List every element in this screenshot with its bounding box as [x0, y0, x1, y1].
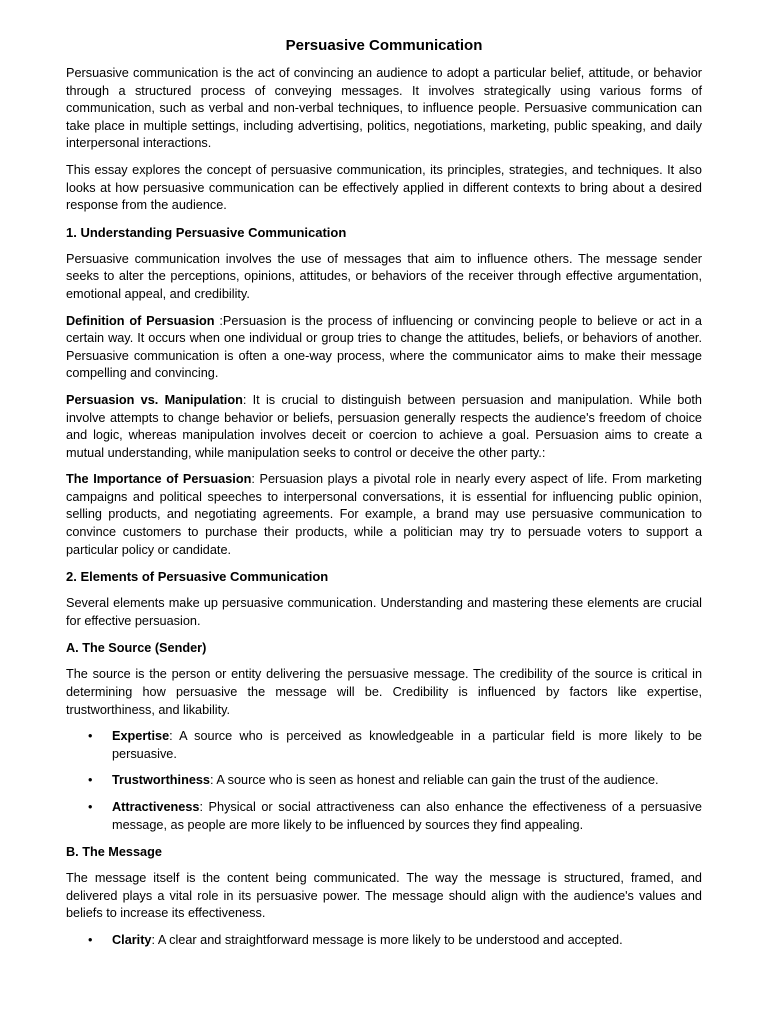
bullet-icon: •	[88, 729, 93, 744]
bullet-text: : A clear and straightforward message is more likely to be understood and accepted.	[151, 932, 623, 947]
section-2-heading: 2. Elements of Persuasive Communication	[66, 569, 329, 585]
bullet-term: Expertise	[112, 729, 170, 744]
bullet-icon: •	[88, 932, 93, 947]
definition-text: :Persuasion is the process of influencing or convincing people to believe or act in a certain way. It occurs when one individual or group tries to change the attitudes, beliefs, or behaviors of another. Persuasive communication is often a one-way process, where the communicator aims to make their message compelling and convincing.	[66, 313, 702, 381]
section-1-paragraph: Persuasive communication involves the use of messages that aim to influence others. The message sender seeks to alter the perceptions, opinions, attitudes, or behaviors of the receiver through effective argumentation, emotional appeal, and credibility.	[66, 251, 702, 301]
persuasion-vs-manipulation-term: Persuasion vs. Manipulation	[66, 392, 243, 407]
bullet-text: : A source who is seen as honest and reliable can gain the trust of the audience.	[210, 773, 659, 788]
subsection-a-paragraph: The source is the person or entity delivering the persuasive message. The credibility of the source is critical in determining how persuasive the message will be. Credibility is influenced by factors like expertise, trustworthiness, and likability.	[66, 667, 702, 717]
subsection-b-paragraph: The message itself is the content being communicated. The way the message is structured, framed, and delivered plays a vital role in its persuasive power. The message should align with the audience's values and beliefs to increase its effectiveness.	[66, 871, 702, 921]
document-page	[66, 36, 702, 959]
source-bullet-list	[66, 728, 702, 834]
list-item	[66, 728, 702, 763]
document-title: Persuasive Communication	[285, 37, 483, 54]
section-2-paragraph: Several elements make up persuasive communication. Understanding and mastering these elements are crucial for effective persuasion.	[66, 596, 702, 628]
persuasion-vs-manipulation-paragraph	[66, 392, 702, 462]
list-item	[66, 772, 702, 790]
importance-term: The Importance of Persuasion	[66, 472, 252, 487]
bullet-text: : A source who is perceived as knowledgeable in a particular field is more likely to be persuasive.	[112, 729, 702, 761]
bullet-icon: •	[88, 773, 93, 788]
bullet-term: Clarity	[112, 932, 152, 947]
bullet-term: Trustworthiness	[112, 773, 210, 788]
bullet-icon: •	[88, 800, 93, 814]
subsection-b-heading: B. The Message	[66, 845, 162, 860]
persuasion-vs-manipulation-text: : It is crucial to distinguish between persuasion and manipulation. While both involve attempts to change behavior or beliefs, persuasion generally respects the audience's freedom of choice and logic, whereas manipulation involves deceit or coercion to achieve a goal. Persuasion aims to create a mutual understanding, while manipulation seeks to control or deceive the other party.:	[66, 392, 702, 460]
subsection-a-heading: A. The Source (Sender)	[66, 641, 207, 656]
bullet-text: : Physical or social attractiveness can also enhance the effectiveness of a persuasive message, as people are more likely to be influenced by sources they find appealing.	[112, 800, 702, 832]
importance-text: : Persuasion plays a pivotal role in nearly every aspect of life. From marketing campaigns and political speeches to interpersonal conversations, it is essential for influencing public opinion, selling products, and negotiating agreements. For example, a brand may use persuasive communication to convince customers to purchase their products, while a politician may try to persuade voters to support a particular policy or candidate.	[66, 472, 702, 557]
section-1-heading: 1. Understanding Persuasive Communication	[66, 224, 347, 240]
importance-paragraph	[66, 471, 702, 559]
list-item	[66, 932, 702, 950]
definition-paragraph	[66, 313, 702, 383]
bullet-term: Attractiveness	[112, 800, 200, 814]
definition-term: Definition of Persuasion	[66, 313, 215, 328]
list-item	[66, 799, 702, 834]
intro-paragraph-1: Persuasive communication is the act of convincing an audience to adopt a particular belief, attitude, or behavior through a structured process of conveying messages. It involves strategically using various forms of communication, such as verbal and non-verbal techniques, to influence people. Persuasive communication can take place in multiple settings, including advertising, politics, negotiations, marketing, public speaking, and daily interpersonal interactions.	[66, 66, 702, 151]
message-bullet-list	[66, 932, 702, 950]
intro-paragraph-2: This essay explores the concept of persuasive communication, its principles, strategies, and techniques. It also looks at how persuasive communication can be effectively applied in different contexts to bring about a desired response from the audience.	[66, 162, 702, 213]
